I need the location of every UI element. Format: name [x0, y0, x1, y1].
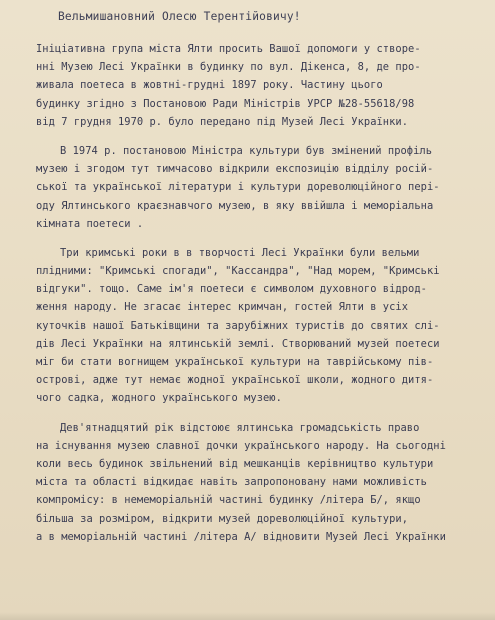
- text-line: кімната поетеси .: [36, 217, 144, 230]
- text-line: ської та української літератури і культури дореволюційного пері-: [36, 181, 440, 194]
- text-line: В 1974 р. постановою Міністра культури був змінений профіль: [60, 144, 433, 157]
- page-edge-shadow: [0, 612, 495, 620]
- letter-body: [36, 40, 488, 546]
- text-line: на існування музею славної дочки українського народу. На сьогодні: [36, 439, 446, 452]
- paragraph: [36, 40, 488, 131]
- paragraph: [36, 244, 488, 408]
- text-line: будинку згідно з Постановою Ради Міністрів УРСР №28-55618/98: [36, 97, 415, 110]
- text-line: чого садка, жодного українського музею.: [36, 392, 282, 405]
- paragraph-gap: [36, 233, 488, 244]
- text-line: острові, адже тут немає жодної української школи, жодного дитя-: [36, 374, 434, 387]
- text-line: дів Лесі Українки на ялтинській землі. Створюваний музей поетеси: [36, 337, 440, 350]
- paragraph-gap: [36, 408, 488, 419]
- text-line: живала поетеса в жовтні-грудні 1897 року. Частину цього: [36, 79, 383, 92]
- text-line: компромісу: в немеморіальній частині будинку /літера Б/, якщо: [36, 494, 421, 507]
- text-line: міг би стати вогнищем української культури на таврійському пів-: [36, 356, 434, 368]
- greeting: Вельмишановний Олесю Терентійовичу!: [58, 10, 301, 23]
- text-line: коли весь будинок звільнений від мешканців керівництво культури: [36, 457, 434, 470]
- paragraph: [36, 419, 488, 546]
- text-line: ження народу. Не згасає інтерес кримчан, гостей Ялти в усіх: [36, 301, 409, 314]
- text-line: Дев'ятнадцятий рік відстоює ялтинська громадськість право: [60, 421, 420, 434]
- text-line: плідними: "Кримські спогади", "Кассандра", "Над морем, "Кримські: [36, 265, 440, 278]
- text-line: Ініціативна група міста Ялти просить Вашої допомоги у створе-: [36, 43, 421, 55]
- text-line: а в меморіальній частині /літера А/ відновити Музей Лесі Українки: [36, 530, 446, 543]
- text-line: оду Ялтинського краєзнавчого музею, в яку ввійшла і меморіальна: [36, 199, 434, 212]
- text-line: Три кримські роки в в творчості Лесі Українки були вельми: [60, 246, 420, 259]
- text-line: відгуки". тощо. Саме ім'я поетеси є символом духовного відрод-: [36, 283, 427, 296]
- text-line: музею і згодом тут тимчасово відкрили експозицію відділу росій-: [36, 163, 434, 176]
- paragraph: [36, 142, 488, 233]
- text-line: більша за розміром, відкрити музей дореволюційної культури,: [36, 512, 409, 525]
- text-line: нні Музею Лесі Українки в будинку по вул. Дікенса, 8, де про-: [36, 61, 421, 74]
- paragraph-gap: [36, 131, 488, 142]
- text-line: від 7 грудня 1970 р. було передано під Музей Лесі Українки.: [36, 115, 409, 128]
- text-line: куточків нашої Батьківщини та зарубіжних туристів до святих слі-: [36, 319, 440, 332]
- text-line: міста та області відкидає навіть запропоновану нами можливість: [36, 476, 427, 489]
